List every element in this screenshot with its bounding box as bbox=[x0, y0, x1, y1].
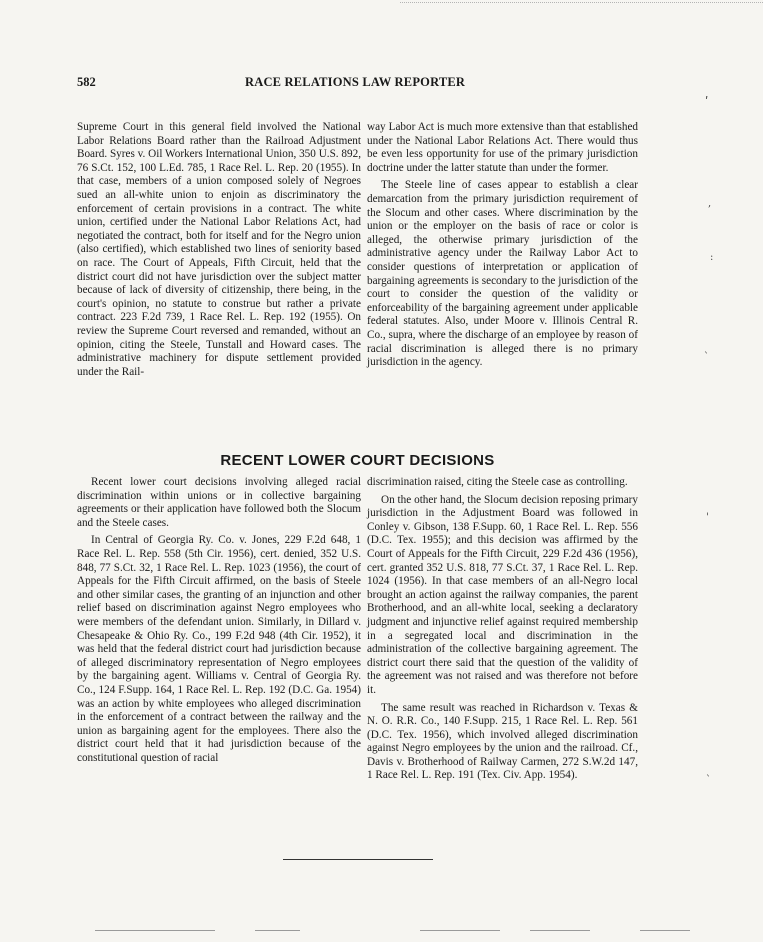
scan-speck: : bbox=[710, 252, 714, 263]
scan-bottom-rule bbox=[255, 930, 300, 931]
page-number: 582 bbox=[77, 75, 96, 89]
column-top-right bbox=[367, 121, 638, 370]
paragraph: Recent lower court decisions involving alleged racial discrimination within unions or in collective bargaining agreements or their application have followed both the Slocum and the Steele cases. bbox=[77, 476, 361, 529]
scan-bottom-rule bbox=[640, 930, 690, 931]
end-rule bbox=[283, 859, 433, 860]
scan-speck: ` bbox=[704, 352, 709, 363]
scan-speck: ʹ bbox=[705, 95, 709, 109]
paragraph: way Labor Act is much more extensive than that established under the National Labor Relations Act. There would thus be even less opportunity for use of the primary jurisdiction doctrine under the latter statute than under the former. bbox=[367, 121, 638, 174]
section-heading: RECENT LOWER COURT DECISIONS bbox=[220, 452, 495, 469]
scan-speck: , bbox=[708, 198, 712, 209]
paragraph: The same result was reached in Richardson v. Texas & N. O. R.R. Co., 140 F.Supp. 215, 1 Race Rel. L. Rep. 561 (D.C. Tex. 1956), which involved alleged discrimination against Negro employees by the union and the railroad. Cf., Davis v. Brotherhood of Railway Carmen, 272 S.W.2d 147, 1 Race Rel. L. Rep. 191 (Tex. Civ. App. 1954). bbox=[367, 701, 638, 782]
paragraph: The Steele line of cases appear to establish a clear demarcation from the primary jurisdiction requirement of the Slocum and other cases. Where discrimination by the union or the employer on the basis of race or color is alleged, the otherwise primary jurisdiction of the administrative agency under the Railway Labor Act to consider questions of interpretation or application of bargaining agreements is secondary to the jurisdiction of the court to consider the question of the validity or enforceability of the bargaining agreement under applicable federal statutes. Also, under Moore v. Illinois Central R. Co., supra, where the discharge of an employee by reason of racial discrimination is alleged there is no primary jurisdiction in the agency. bbox=[367, 179, 638, 369]
scan-edge-dots bbox=[400, 2, 763, 3]
scan-bottom-rule bbox=[530, 930, 590, 931]
column-top-left bbox=[77, 121, 361, 379]
scan-speck: ` bbox=[706, 775, 711, 786]
scan-bottom-rule bbox=[95, 930, 215, 931]
running-title: RACE RELATIONS LAW REPORTER bbox=[245, 75, 466, 89]
paragraph: In Central of Georgia Ry. Co. v. Jones, 229 F.2d 648, 1 Race Rel. L. Rep. 558 (5th Cir. 1956), cert. denied, 352 U.S. 848, 77 S.Ct. 32, 1 Race Rel. L. Rep. 1023 (1956), the court of Appeals for the Fifth Circuit affirmed, on the basis of Steele and other similar cases, the granting of an injunction and other relief based on discrimination against Negro employees who were members of the defendant union. Similarly, in Dillard v. Chesapeake & Ohio Ry. Co., 199 F.2d 948 (4th Cir. 1952), it was held that the federal district court had jurisdiction because of alleged discriminatory representation of Negro employees by the bargaining agent. Williams v. Central of Georgia Ry. Co., 124 F.Supp. 164, 1 Race Rel. L. Rep. 192 (D.C. Ga. 1954) was an action by white employees who alleged discrimination in the enforcement of a contract between the railway and the union as bargaining agent for the employees. There also the district court held that it had jurisdiction because of the constitutional question of racial bbox=[77, 534, 361, 764]
column-bottom-left bbox=[77, 476, 361, 765]
paragraph: On the other hand, the Slocum decision reposing primary jurisdiction in the Adjustment Board was followed in Conley v. Gibson, 138 F.Supp. 60, 1 Race Rel. L. Rep. 556 (D.C. Tex. 1955); and this decision was affirmed by the Court of Appeals for the Fifth Circuit, 229 F.2d 436 (1956), cert. granted 352 U.S. 818, 77 S.Ct. 37, 1 Race Rel. L. Rep. 1024 (1956). In that case members of an all-Negro local brought an action against the railway companies, the parent Brotherhood, and an all-white local, seeking a declaratory judgment and injunctive relief against required membership in a segregated local and discrimination in the administration of the collective bargaining agreement. The district court there said that the question of the validity of the agreement was not raised and was therefore not before it. bbox=[367, 493, 638, 696]
column-bottom-right bbox=[367, 476, 638, 783]
paragraph: Supreme Court in this general field involved the National Labor Relations Board rather than the Railroad Adjustment Board. Syres v. Oil Workers International Union, 350 U.S. 892, 76 S.Ct. 152, 100 L.Ed. 785, 1 Race Rel. L. Rep. 20 (1955). In that case, members of a union composed solely of Negroes sued an all-white union to enjoin as discriminatory the enforcement of certain provisions in a contract. The white union, certified under the National Labor Relations Act, had negotiated the contract, both for itself and for the Negro union (also certified), which established two lines of seniority based on race. The Court of Appeals, Fifth Circuit, held that the district court did not have jurisdiction over the subject matter because of lack of diversity of citizenship, there being, in the court's opinion, no statute to construe but rather a private contract. 223 F.2d 739, 1 Race Rel. L. Rep. 192 (1955). On review the Supreme Court reversed and remanded, without an opinion, citing the Steele, Tunstall and Howard cases. The administrative machinery for dispute settlement provided under the Rail- bbox=[77, 121, 361, 378]
paragraph: discrimination raised, citing the Steele case as controlling. bbox=[367, 476, 628, 488]
scan-bottom-rule bbox=[420, 930, 500, 931]
scan-speck: ' bbox=[706, 512, 709, 523]
